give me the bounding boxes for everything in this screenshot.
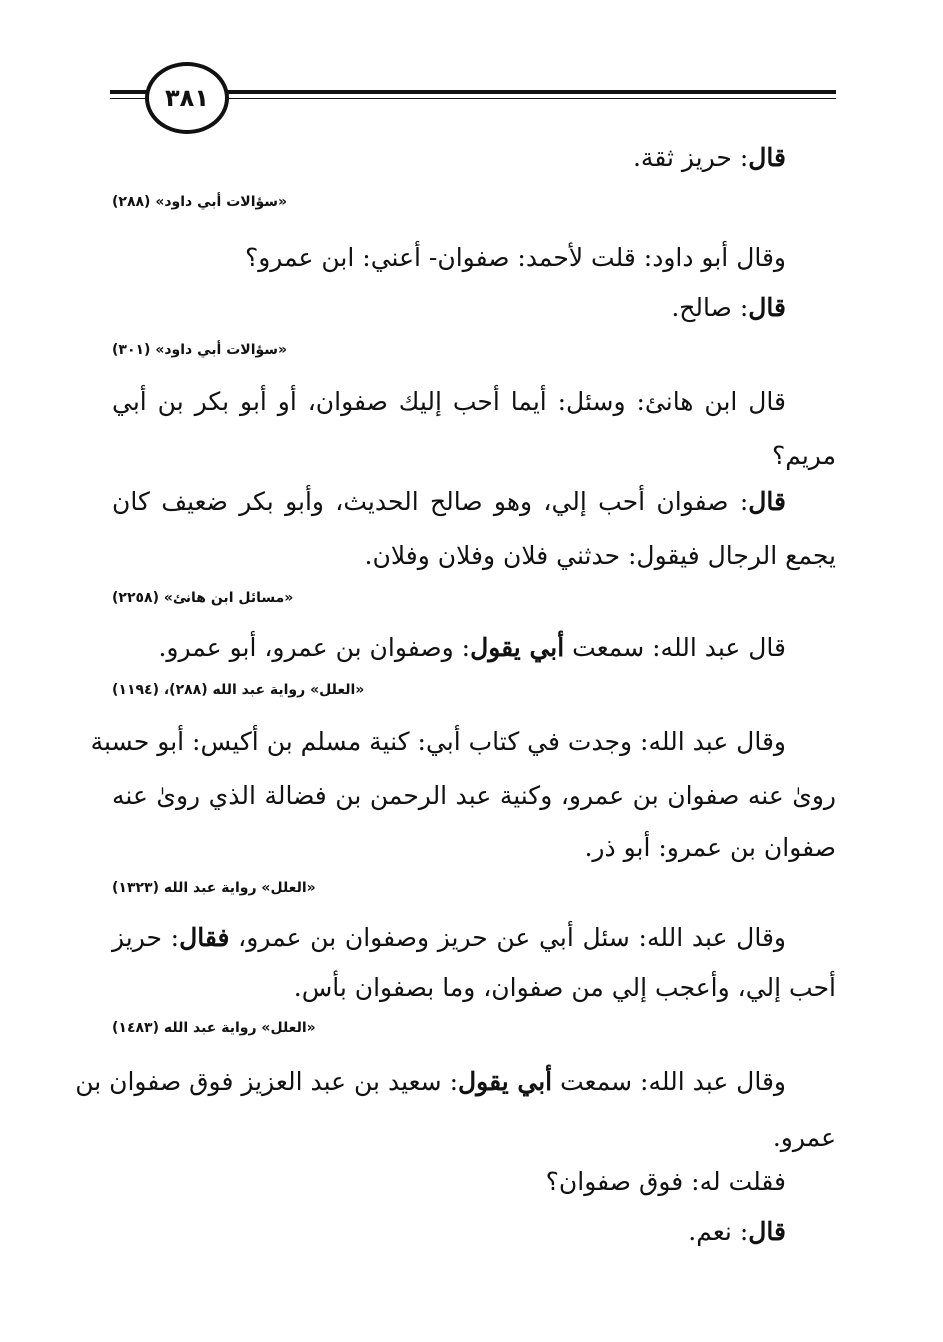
- text-line: [158, 630, 786, 666]
- text-run: : حريز: [112, 923, 180, 952]
- text-line: [671, 290, 786, 326]
- bold-text: أبي يقول: [470, 633, 565, 662]
- text-run: عمرو.: [772, 1123, 836, 1152]
- text-run: وقال أبو داود: قلت لأحمد: صفوان- أعني: ابن عمرو؟: [244, 243, 786, 272]
- source-reference: «مسائل ابن هانئ» (٢٢٥٨): [112, 590, 294, 606]
- text-line: [112, 778, 836, 814]
- text-line: [245, 240, 786, 276]
- text-run: وقال عبد الله: سمعت: [552, 1067, 786, 1096]
- text-run: يجمع الرجال فيقول: حدثني فلان وفلان وفلان.: [364, 541, 836, 570]
- text-line: [584, 830, 836, 866]
- page-number: ٣٨١: [165, 84, 209, 112]
- text-line: [112, 484, 786, 520]
- text-run: قال ابن هانئ: وسئل: أيما أحب إليك صفوان، أو أبو بكر بن أبي: [112, 387, 786, 416]
- text-run: وقال عبد الله: وجدت في كتاب أبي: كنية مسلم بن أكيس: أبو حسبة: [90, 727, 786, 756]
- text-line: [772, 438, 836, 474]
- text-run: : حريز ثقة.: [632, 143, 749, 172]
- text-run: : صفوان أحب إلي، وهو صالح الحديث، وأبو بكر ضعيف كان: [112, 487, 749, 516]
- text-line: [365, 538, 836, 574]
- bold-text: قال: [748, 487, 786, 516]
- text-line: [112, 384, 786, 420]
- text-run: قال عبد الله: سمعت: [564, 633, 786, 662]
- bold-text: قال: [748, 143, 786, 172]
- text-run: صفوان بن عمرو: أبو ذر.: [584, 833, 836, 862]
- text-line: [75, 1064, 786, 1100]
- text-run: روىٰ عنه صفوان بن عمرو، وكنية عبد الرحمن بن فضالة الذي روىٰ عنه: [112, 781, 836, 810]
- page-header: [110, 60, 836, 132]
- bold-text: أبي يقول: [458, 1067, 553, 1096]
- bold-text: فقال: [179, 923, 230, 952]
- text-line: [90, 724, 786, 760]
- text-line: [688, 1214, 786, 1250]
- bold-text: قال: [748, 1217, 786, 1246]
- text-line: [633, 140, 786, 176]
- text-run: أحب إلي، وأعجب إلي من صفوان، وما بصفوان بأس.: [293, 973, 836, 1002]
- text-line: [773, 1120, 836, 1156]
- text-run: : سعيد بن عبد العزيز فوق صفوان بن: [75, 1067, 458, 1096]
- source-reference: «العلل» رواية عبد الله (١٣٢٣): [112, 880, 316, 896]
- text-line: [294, 970, 836, 1006]
- text-run: وقال عبد الله: سئل أبي عن حريز وصفوان بن عمرو،: [229, 923, 786, 952]
- text-run: فقلت له: فوق صفوان؟: [545, 1167, 786, 1196]
- text-run: : نعم.: [688, 1217, 749, 1246]
- text-line: [112, 920, 786, 956]
- text-run: : وصفوان بن عمرو، أبو عمرو.: [158, 633, 471, 662]
- source-reference: «سؤالات أبي داود» (٢٨٨): [112, 194, 288, 210]
- text-run: مريم؟: [771, 441, 836, 470]
- bold-text: قال: [748, 293, 786, 322]
- source-reference: «سؤالات أبي داود» (٣٠١): [112, 342, 288, 358]
- text-run: : صالح.: [671, 293, 749, 322]
- source-reference: «العلل» رواية عبد الله (١٤٨٣): [112, 1020, 316, 1036]
- source-reference: «العلل» رواية عبد الله (٢٨٨)، (١١٩٤): [112, 682, 365, 698]
- text-line: [546, 1164, 786, 1200]
- page-number-badge: [145, 62, 229, 134]
